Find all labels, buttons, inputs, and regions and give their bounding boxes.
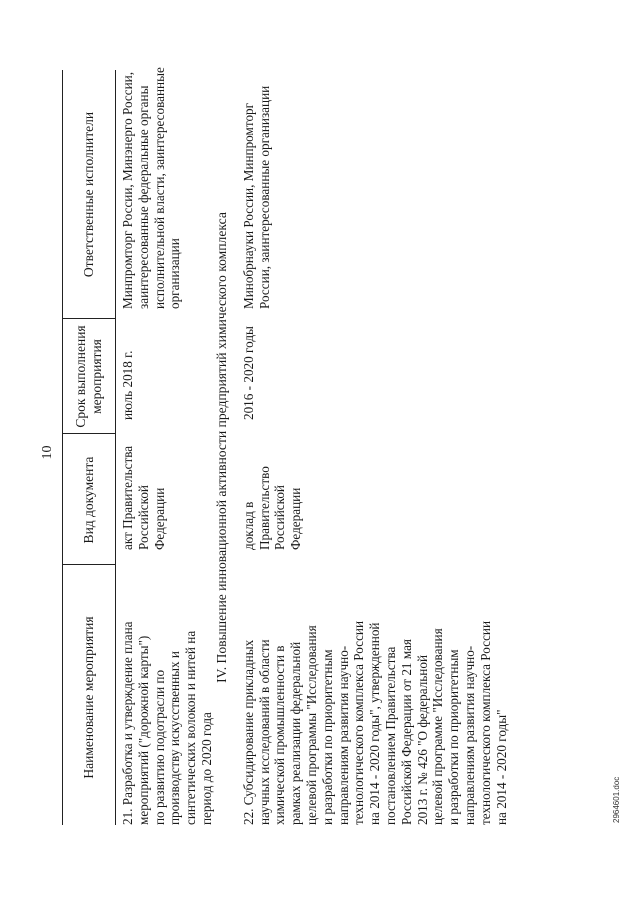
file-footer: 2964601.doc xyxy=(612,776,621,823)
row21-deadline: июль 2018 г. xyxy=(120,350,135,420)
header-name: Наименование мероприятия xyxy=(81,616,97,779)
row21-executors: Минпромторг России, Минэнерго России, заинтересованные федеральные органы исполнительной власти, заинтересованные организации xyxy=(120,67,183,309)
row22-doc-type: доклад в Правительство Российской Федерации xyxy=(240,466,304,550)
page-number: 10 xyxy=(40,445,55,460)
row22-name: 22. Субсидирование прикладных научных исследований в области химической промышленности в рамках реализации федеральной целевой программы "Исследования и разработки по приоритетным направлениям развития научно-технологического комплекса России на 2014 - 2020 годы", утвержденной постановлением Правительства Российской Федерации от 21 мая 2013 г. № 426 "О федеральной целевой программе "Исследования и разработки по приоритетным направлениям развития научно-технологического комплекса России на 2014 - 2020 годы" xyxy=(240,620,509,825)
table-header xyxy=(62,70,116,825)
table-row xyxy=(116,67,214,825)
header-doc-type: Вид документа xyxy=(81,456,97,544)
row21-name: 21. Разработка и утверждение плана мероприятий ("дорожной карты") по развитию подотрасли по производству искусственных и синтетических волокон и нитей на период до 2020 года xyxy=(120,621,214,825)
header-executors: Ответственные исполнители xyxy=(81,111,97,278)
row22-deadline: 2016 - 2020 годы xyxy=(240,326,256,420)
header-deadline: Срок выполнения мероприятия xyxy=(73,325,104,428)
section-heading: IV. Повышение инновационной активности предприятий химического комплекса xyxy=(214,212,229,683)
table-row xyxy=(237,70,509,825)
row21-doc-type: акт Правительства Российской Федерации xyxy=(120,445,167,550)
measures-table xyxy=(62,67,509,825)
row22-executors: Минобрнауки России, Минпромторг России, заинтересованные организации xyxy=(240,85,272,309)
